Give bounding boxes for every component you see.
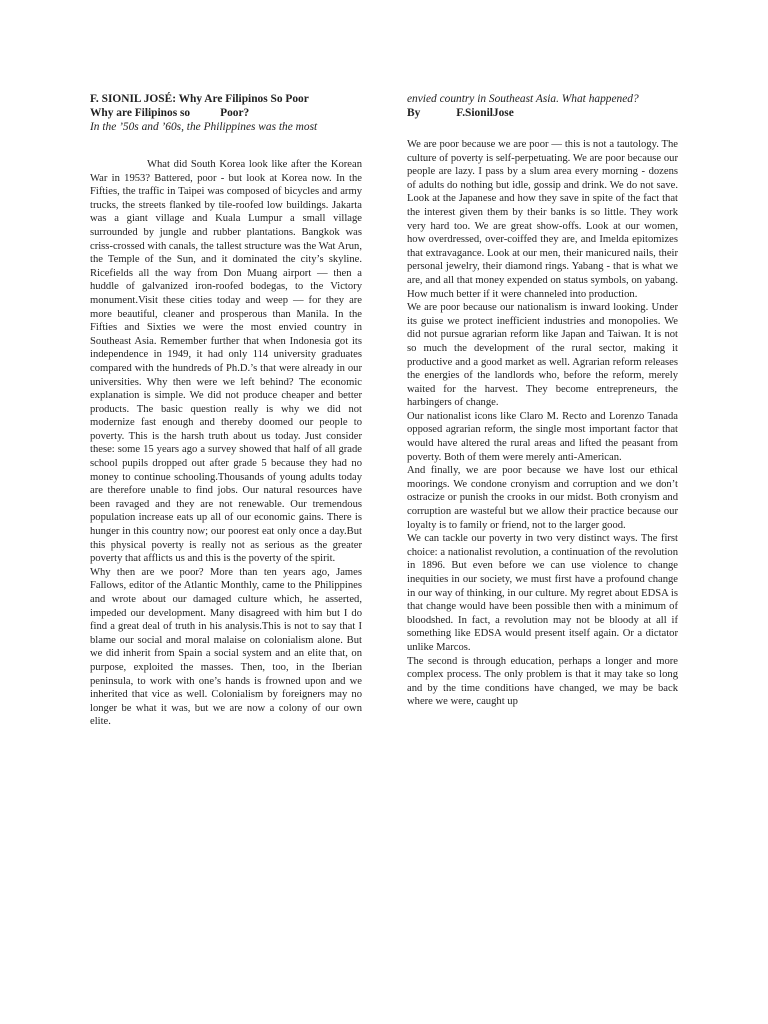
right-paragraph-5: We can tackle our poverty in two very distinct ways. The first choice: a nationalist revolution, a continuation of the revolution in 1896. But even before we can use violence to change inequities in our society, we must first have a profound change in our way of thinking, in our culture. My regret about EDSA is that change would have been possible then with a minimum of bloodshed. In fact, a revolution may not be bloody at all if something like EDSA would present itself again. Or a dictator unlike Marcos.: [407, 533, 678, 653]
left-paragraph-1: What did South Korea look like after the Korean War in 1953? Battered, poor - but look at Korea now. In the Fifties, the traffic in Taipei was composed of bicycles and army trucks, the streets flanked by tile-roofed low buildings. Jakarta was a giant village and Kuala Lumpur a small village surrounded by jungle and rubber plantations. Bangkok was criss-crossed with canals, the tallest structure was the Wat Arun, the Temple of the Sun, and it dominated the city’s skyline. Ricefields all the way from Don Muang airport — then a huddle of galvanized iron-roofed bodegas, to the Victory monument.Visit these cities today and weep — for they are more beautiful, cleaner and prosperous than Manila. In the Fifties and Sixties we were the most envied country in Southeast Asia. Remember further that when Indonesia got its independence in 1949, it had only 114 university graduates compared with the hundreds of Ph.D.’s that were already in our universities. Why then were we left behind? The economic explanation is simple. We did not produce cheaper and better products. The basic question really is why we did not modernize fast enough and thereby doomed our people to poverty. This is the harsh truth about us today. Just consider these: some 15 years ago a survey showed that half of all grade school pupils dropped out after grade 5 because they had no money to continue schooling.Thousands of young adults today are therefore unable to find jobs. Our natural resources have been ravaged and they are not renewable. Our tremendous population increase eats up all of our economic gains. There is hunger in this country now; our poorest eat only once a day.But this physical poverty is really not as serious as the greater poverty that afflicts us and this is the poverty of the spirit.: [90, 159, 362, 565]
author-name: F.SionilJose: [456, 107, 514, 119]
right-paragraph-1: We are poor because we are poor — this is not a tautology. The culture of poverty is self-perpetuating. We are poor because our people are lazy. I pass by a slum area every morning - dozens of adults do nothing but idle, gossip and drink. We do not save. Look at the Japanese and how they save in spite of the fact that the interest given them by their banks is so little. They work very hard too. We are great show-offs. Look at our women, how overdressed, over-coiffed they are, and Imelda epitomizes that extravagance. Look at our men, their manicured nails, their personal jewelry, their diamond rings. Yabang - that is what we are, and all that money expended on status symbols, on yabang. How much better if it were channeled into production.: [407, 139, 678, 300]
left-paragraph-2: Why then are we poor? More than ten years ago, James Fallows, editor of the Atlantic Monthly, came to the Philippines and wrote about our damaged culture which, he asserted, impeded our development. Many disagreed with him but I do find a great deal of truth in his analysis.This is not to say that I blame our social and moral malaise on colonialism alone. But we did inherit from Spain a social system and an elite that, on purpose, exploited the masses. Then, too, in the Iberian peninsula, to work with one’s hands is frowned upon and we inherited that vice as well. Colonialism by foreigners may no longer be what it was, but we are now a colony of our own elite.: [90, 566, 362, 728]
author-byline: [407, 106, 678, 120]
left-column: [90, 92, 362, 729]
right-paragraph-6: The second is through education, perhaps a longer and more complex process. The only problem is that it may take so long and by the time conditions have changed, we may be back where we were, caught up: [407, 655, 678, 708]
right-column: [407, 92, 678, 709]
article-subtitle: [90, 106, 362, 120]
intro-line: In the ’50s and ’60s, the Philippines was the most: [90, 121, 318, 133]
right-paragraph-3: Our nationalist icons like Claro M. Recto and Lorenzo Tanada opposed agrarian reform, the single most important factor that would have altered the rural areas and lifted the peasant from poverty. Both of them were merely anti-American.: [407, 410, 678, 463]
subtitle-part-1: Why are Filipinos so: [90, 107, 191, 119]
right-paragraph-2: We are poor because our nationalism is inward looking. Under its guise we protect inefficient industries and monopolies. We did not pursue agrarian reform like Japan and Taiwan. It is not so much the development of the rural sector, making it productive and a good market as well. Agrarian reform releases the energies of the landlords who, before the reform, merely waited for the harvest. They become entrepreneurs, the harbingers of change.: [407, 302, 678, 409]
by-label: By: [407, 107, 421, 119]
intro-continued: envied country in Southeast Asia. What happened?: [407, 93, 639, 105]
subtitle-part-2: Poor?: [220, 107, 250, 119]
right-paragraph-4: And finally, we are poor because we have lost our ethical moorings. We condone cronyism and corruption and we don’t ostracize or punish the crooks in our midst. Both cronyism and corruption are wasteful but we allow their practice because our loyalty is to family or friend, not to the larger good.: [407, 465, 678, 531]
right-body: [407, 138, 678, 709]
left-body: [90, 158, 362, 729]
article-title: F. SIONIL JOSÉ: Why Are Filipinos So Poor: [90, 93, 309, 105]
